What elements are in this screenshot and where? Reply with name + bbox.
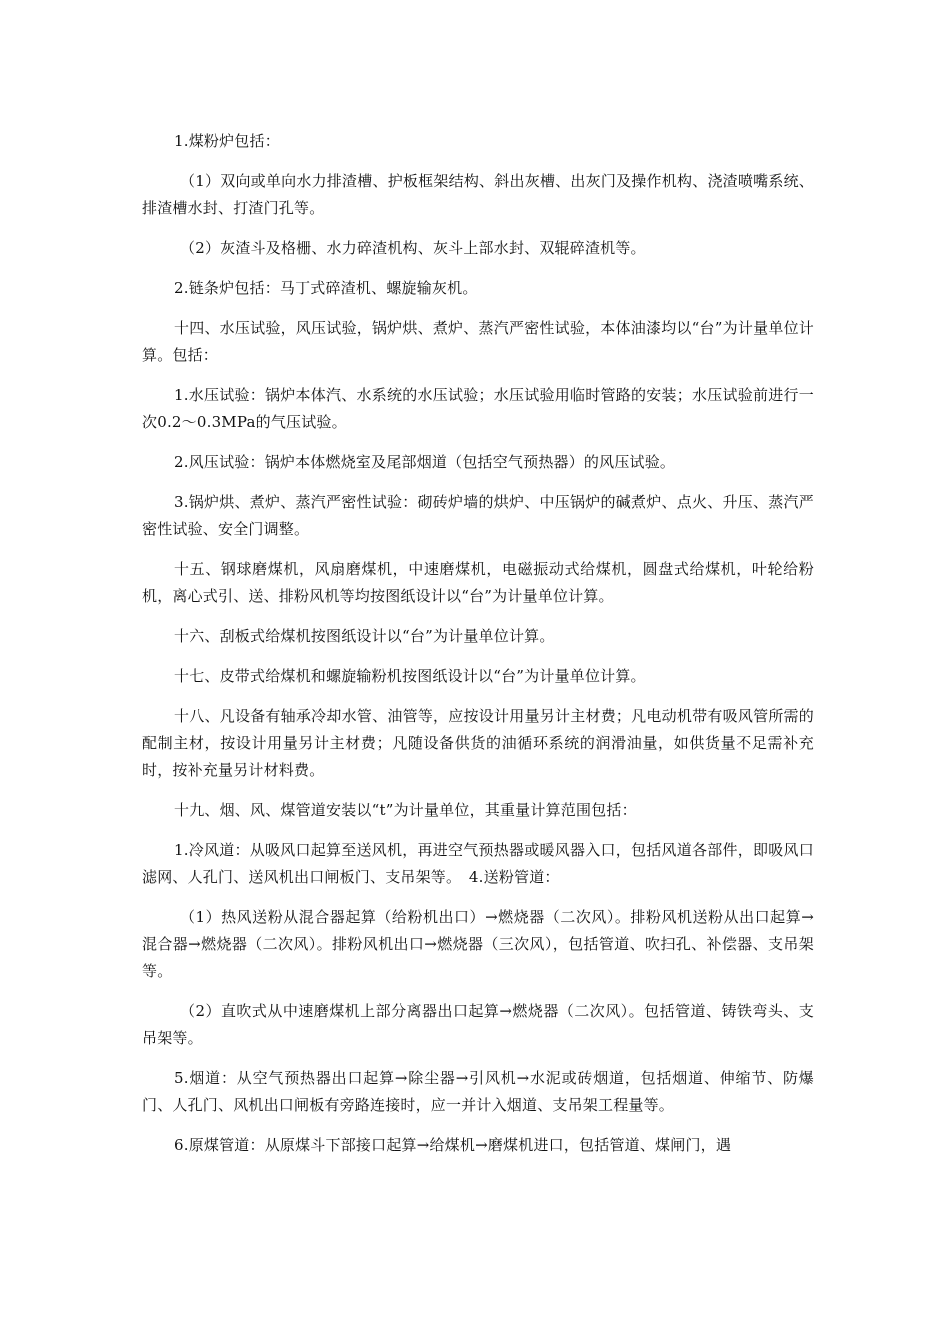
paragraph-hydraulic-test: 1.水压试验：锅炉本体汽、水系统的水压试验；水压试验用临时管路的安装；水压试验前进行一次0.2～0.3MPa的气压试验。: [142, 386, 814, 431]
paragraph-direct-blow: （2）直吹式从中速磨煤机上部分离器出口起算→燃烧器（二次风）。包括管道、铸铁弯头、支吊架等。: [142, 1002, 814, 1047]
paragraph-section-15: 十五、钢球磨煤机，风扇磨煤机，中速磨煤机，电磁振动式给煤机，圆盘式给煤机，叶轮给粉机，离心式引、送、排粉风机等均按图纸设计以“台”为计量单位计算。: [142, 560, 814, 605]
paragraph-item-1: （1）双向或单向水力排渣槽、护板框架结构、斜出灰槽、出灰门及操作机构、浇渣喷嘴系统、排渣槽水封、打渣门孔等。: [142, 172, 814, 217]
document-body: [142, 128, 814, 1172]
paragraph-hot-air-feed: （1）热风送粉从混合器起算（给粉机出口）→燃烧器（二次风）。排粉风机送粉从出口起算→混合器→燃烧器（二次风）。排粉风机出口→燃烧器（三次风），包括管道、吹扫孔、补偿器、支吊架等。: [142, 908, 814, 980]
paragraph-cold-air-duct: 1.冷风道：从吸风口起算至送风机，再进空气预热器或暖风器入口，包括风道各部件，即吸风口滤网、人孔门、送风机出口闸板门、支吊架等。 4.送粉管道：: [142, 841, 814, 886]
paragraph-section-18: 十八、凡设备有轴承冷却水管、油管等，应按设计用量另计主材费；凡电动机带有吸风管所需的配制主材，按设计用量另计主材费；凡随设备供货的油循环系统的润滑油量，如供货量不足需补充时，按补充量另计材料费。: [142, 707, 814, 779]
paragraph-flue-duct: 5.烟道：从空气预热器出口起算→除尘器→引风机→水泥或砖烟道，包括烟道、伸缩节、防爆门、人孔门、风机出口闸板有旁路连接时，应一并计入烟道、支吊架工程量等。: [142, 1069, 814, 1114]
paragraph-section-14: 十四、水压试验，风压试验，锅炉烘、煮炉、蒸汽严密性试验，本体油漆均以“台”为计量单位计算。包括：: [142, 319, 814, 364]
paragraph-item-2: （2）灰渣斗及格栅、水力碎渣机构、灰斗上部水封、双辊碎渣机等。: [180, 239, 646, 257]
paragraph-air-pressure-test: 2.风压试验：锅炉本体燃烧室及尾部烟道（包括空气预热器）的风压试验。: [174, 453, 676, 471]
paragraph-section-17: 十七、皮带式给煤机和螺旋输粉机按图纸设计以“台”为计量单位计算。: [174, 667, 646, 685]
paragraph-raw-coal-pipe: 6.原煤管道：从原煤斗下部接口起算→给煤机→磨煤机进口，包括管道、煤闸门，遇: [174, 1136, 732, 1154]
paragraph-chain-furnace: 2.链条炉包括：马丁式碎渣机、螺旋输灰机。: [174, 279, 478, 297]
paragraph-boiler-drying: 3.锅炉烘、煮炉、蒸汽严密性试验：砌砖炉墙的烘炉、中压锅炉的碱煮炉、点火、升压、蒸汽严密性试验、安全门调整。: [142, 493, 814, 538]
paragraph-coal-powder-furnace: 1.煤粉炉包括：: [174, 132, 280, 150]
paragraph-section-16: 十六、刮板式给煤机按图纸设计以“台”为计量单位计算。: [174, 627, 555, 645]
paragraph-section-19: 十九、烟、风、煤管道安装以“t”为计量单位，其重量计算范围包括：: [174, 801, 637, 819]
